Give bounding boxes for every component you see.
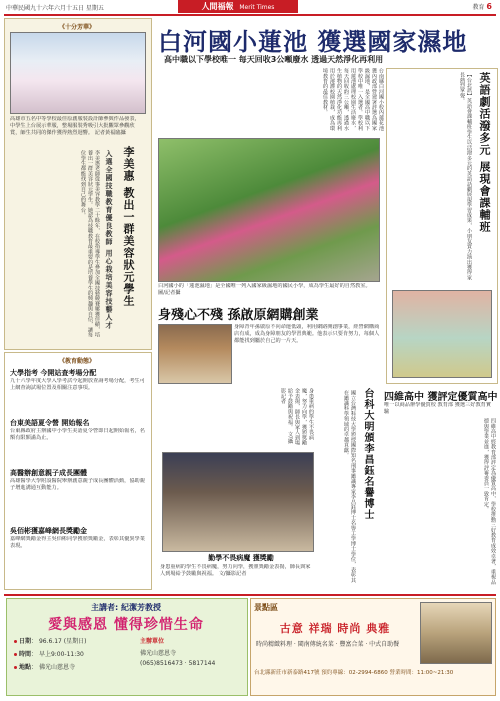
news-text-2: 台東縣政府主辦國中小學生美語夏令營即日起開始報名，名額有限額滿為止。 (10, 428, 145, 442)
teacher-subheadline: 入選全國技職教育優良教師 用心栽培美容技藝人才 (105, 150, 113, 330)
section-label (472, 2, 492, 11)
news-text-1: 九十六學年度大學入學考試今起開放查詢考場分配，考生可上網查詢試場位置及相關注意事項。 (10, 378, 145, 392)
lecture-details (14, 636, 134, 671)
lotus-photo-caption: 白河國小的「蓮池濕地」是全國唯一列入國家級濕地的國民小學，成為學生最好的自然教室。 圖/記者攝 (158, 283, 371, 296)
masthead-rule (4, 14, 496, 16)
page-number: 6 (486, 2, 492, 11)
award-headline: 勤學不畏病魔 獲獎勵 (208, 554, 274, 562)
news-text-4: 嘉峰網獎勵金得主吳佰彬同學獲頒獎勵金，表彰其優異學業表現。 (10, 536, 145, 550)
english-drama-headline: 英語劇活潑多元 展現會課輔班 (478, 72, 491, 233)
main-subheadline: 高中職以下學校唯一 每天回收3公噸廢水 透過天然淨化再利用 (164, 55, 384, 64)
restaurant-footer: 台北縣新莊市新泰路417號 預約專線：02-2994-6860 營業時間：11:00~21:30 (254, 670, 454, 676)
main-article: 台南縣白河國小校內蓮花池獲內政部營建署評選為國家級濕地，是全國高中職以下學校中唯一入選者。學校利用蓮池處理校園生活廢水，每天回收約三公噸，透過水生植物的天然淨化功能再利用於澆灌校園植栽，成為環境教育的最佳教材。 (322, 68, 384, 131)
news-title-4: 吳佰彬獲嘉峰網長獎勵金 (10, 527, 87, 535)
section-name: 教育 (472, 4, 485, 11)
lecture-row-value: 96.6.17 (星期日) (38, 638, 87, 645)
siwei-subheadline: 唯一以商品辦學優質校 教育部 獲選三好教育實驗 (384, 402, 492, 415)
news-title-1: 大學指考 今開站查考場分配 (10, 369, 97, 377)
feature-tag: 《十分芳華》 (58, 24, 95, 31)
news-title-3: 高醫辦創意親子成長團體 (10, 469, 87, 477)
bullet-icon (14, 666, 17, 669)
restaurant-slogan: 古意 祥瑞 時尚 典雅 (279, 622, 391, 635)
issue-date: 中華民國九十六年六月十五日 星期五 (6, 5, 104, 12)
organizer-phone: (065)8516473 · 5817144 (140, 660, 216, 667)
education-news-tag: 《教育動態》 (58, 358, 95, 365)
lecture-host: 主講者: 紀潔芳教授 (91, 603, 161, 612)
organizer-name: 佛光山慈恩寺 (140, 650, 177, 657)
lecture-organizer (140, 636, 240, 667)
restaurant-description: 時尚精緻料理 · 閩南傳統名菜 · 豐富合菜 · 中式自助餐 (256, 641, 400, 648)
main-headline: 白河國小蓮池 獲選國家濕地 (158, 28, 468, 56)
logo-title-en: Merit Times (239, 4, 275, 11)
teacher-article: 李美惠老師從事美容教學二十餘年，在校指導學生參加全國技藝競賽屢獲佳績，培養出一群美容狀元學生。她認為技職教育最重要的是培養學生的興趣與自信，讓每位學生都能找到自己的舞台。 (80, 150, 100, 338)
lecture-row-label: 日期 (19, 638, 32, 645)
lecture-row-value: 佛光山慈恩寺 (38, 664, 75, 671)
award-caption: 身患重病的學生不畏病魔，努力向學，獲頒獎勵金表揚，師長與家人到場給予鼓勵與祝福。 文/攝影記者 (160, 564, 311, 577)
lecture-row: 日期： 96.6.17 (星期日) (14, 636, 134, 645)
bullet-icon (14, 653, 17, 656)
entrepreneur-photo (158, 324, 232, 384)
teacher-headline: 李美惠 教出一群美容狀元學生 (122, 146, 135, 307)
lecture-banner: 愛與感恩 懂得珍惜生命 (48, 617, 204, 633)
award-ceremony-photo (162, 452, 314, 552)
news-text-3: 高雄醫學大學附設醫院舉辦創意親子成長團體活動，協助親子增進溝通互動能力。 (10, 478, 145, 492)
honorary-doctor-headline: 台科大明頒李昌鈺名譽博士 (362, 388, 373, 520)
lecture-row-label: 時間 (19, 651, 32, 658)
award-side-article: 身患重病的學生不畏病魔，努力向學，獲頒獎勵金表揚，師長與家人到場給予鼓勵與祝福。 文/攝影記者 (280, 388, 314, 446)
lecture-row: 時間： 早上9:00-11:30 (14, 649, 134, 658)
honorary-doctor-article: 國立台灣科技大學頒授國際知名刑事鑑識專家李昌鈺博士名譽工學博士學位，表彰其在鑑識科學領域的卓越貢獻。 (343, 390, 356, 583)
bullet-icon (14, 640, 17, 643)
entrepreneur-headline: 身殘心不殘 孫啟原網購創業 (158, 308, 319, 323)
lecture-row-value: 早上9:00-11:30 (38, 651, 84, 658)
lecture-row: 地點： 佛光山慈恩寺 (14, 662, 134, 671)
restaurant-brand: 景點區 (254, 603, 278, 612)
news-title-2: 台東美語夏令營 開始報名 (10, 419, 90, 427)
masthead-bar (0, 0, 500, 14)
english-drama-article: 【台北訊】英語會課輔班學生以活潑多元的英語話劇展現學習成果，小朋友賣力演出獲得家長熱烈掌聲。 (459, 72, 472, 280)
fashion-photo-caption: 高雄市五名中等學校最佳原創服裝設計師參與作品發表，中學生上台展示華服，整場服裝秀吸引大批觀眾參觀欣賞，師生共同的傑作獲得熱烈迴響。 記者黃福臨攝 (10, 116, 140, 136)
siwei-headline: 四維高中 獲評定優質高中 (384, 392, 498, 403)
lotus-pond-photo (158, 138, 380, 282)
restaurant-photo (420, 602, 492, 664)
logo-title: 人間福報 (201, 2, 234, 11)
siwei-article: 四維高中經教育部評定為優質高中，學校推動三好教育成效卓著，重視品德與學業並進，獲得評審委員一致肯定。 (483, 418, 496, 585)
organizer-label: 主辦單位 (140, 638, 165, 645)
english-drama-photo (392, 290, 492, 378)
fashion-show-photo (10, 32, 146, 114)
newspaper-logo (178, 0, 298, 13)
lecture-row-label: 地點 (19, 664, 32, 671)
entrepreneur-article: 身障青年孫啟原不向命運低頭，利用網路開創事業，經營網購商店有成，成為身障朋友的學習典範。他表示只要肯努力，每個人都能找到屬於自己的一片天。 (234, 324, 380, 345)
